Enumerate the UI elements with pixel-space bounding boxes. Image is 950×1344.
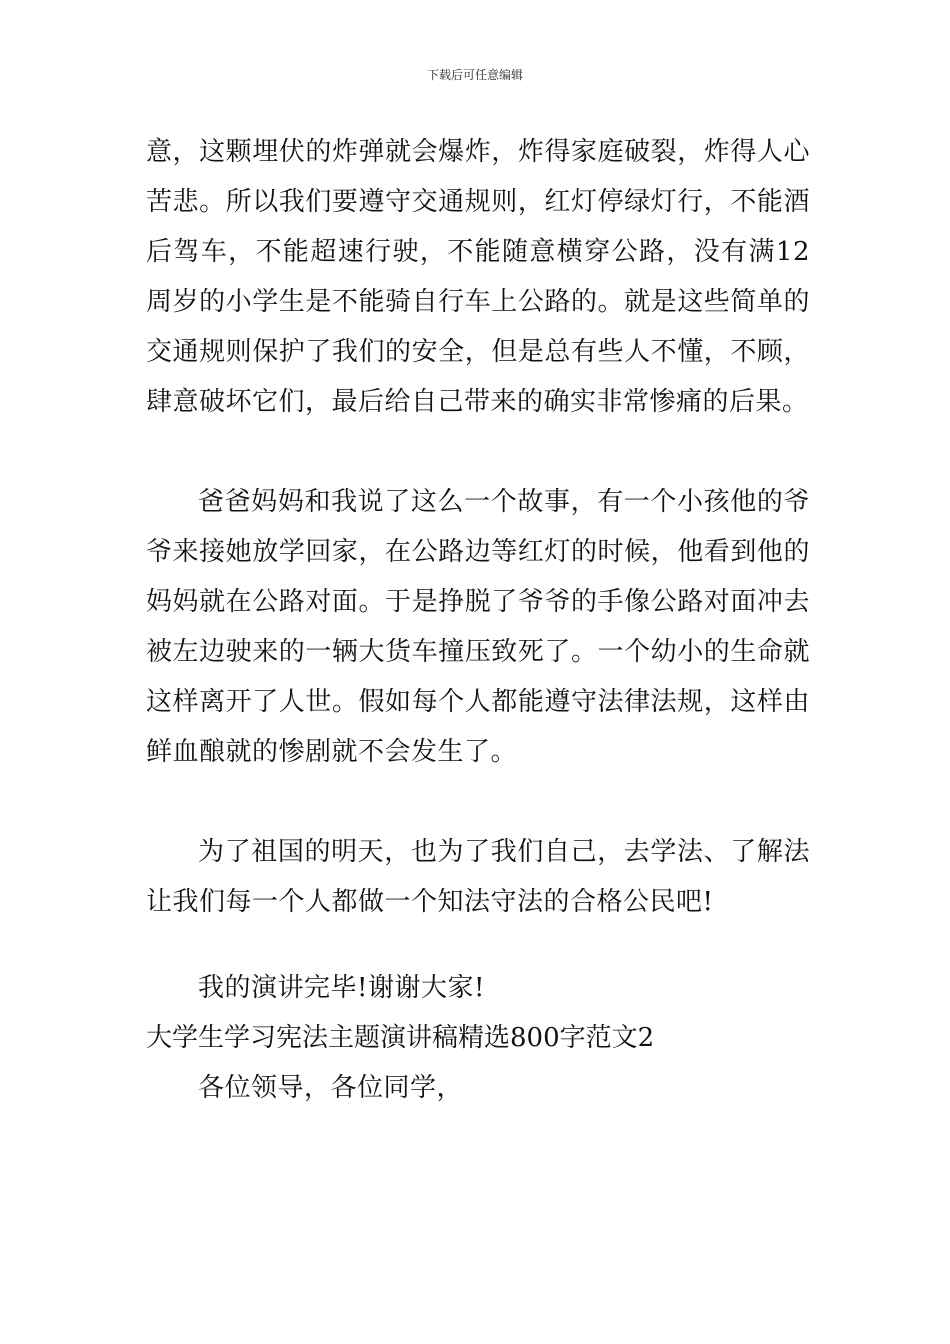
paragraph-1: 意，这颗埋伏的炸弹就会爆炸，炸得家庭破裂，炸得人心苦悲。所以我们要遵守交通规则，红灯停绿灯行，不能酒后驾车，不能超速行驶，不能随意横穿公路，没有满12周岁的小学生是不能骑自行车上公路的。就是这些简单的交通规则保护了我们的安全，但是总有些人不懂，不顾，肆意破坏它们，最后给自己带来的确实非常惨痛的后果。 [146, 137, 810, 417]
greeting-line: 各位领导，各位同学， [198, 1073, 464, 1103]
paragraph-4: 我的演讲完毕!谢谢大家! [198, 973, 485, 1003]
document-title: 大学生学习宪法主题演讲稿精选800字范文2 [146, 1023, 655, 1053]
paragraph-2: 爸爸妈妈和我说了这么一个故事，有一个小孩他的爷爷来接她放学回家，在公路边等红灯的时候，他看到他的妈妈就在公路对面。于是挣脱了爷爷的手像公路对面冲去被左边驶来的一辆大货车撞压致死了。一个幼小的生命就这样离开了人世。假如每个人都能遵守法律法规，这样由鲜血酿就的惨剧就不会发生了。 [146, 487, 810, 767]
paragraph-3: 为了祖国的明天，也为了我们自己，去学法、了解法让我们每一个人都做一个知法守法的合格公民吧! [146, 837, 810, 917]
header-note: 下载后可任意编辑 [426, 68, 523, 82]
document-body [146, 127, 810, 1113]
